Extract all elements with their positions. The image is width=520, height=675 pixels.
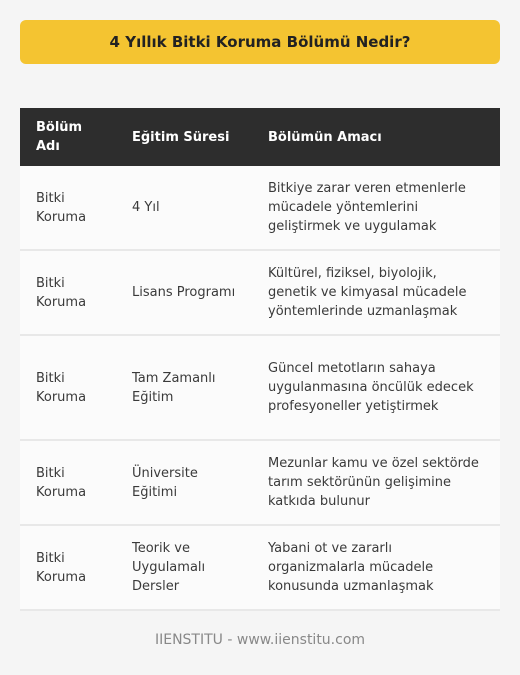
footer-credit: IIENSTITU - www.iienstitu.com — [154, 632, 366, 648]
cell-duration: Lisans Programı — [116, 250, 252, 335]
cell-purpose: Mezunlar kamu ve özel sektörde tarım sektörünün gelişimine katkıda bulunur — [252, 440, 500, 525]
cell-duration: 4 Yıl — [116, 166, 252, 250]
table-row — [20, 335, 500, 440]
cell-purpose: Güncel metotların sahaya uygulanmasına öncülük edecek profesyoneller yetiştirmek — [252, 335, 500, 440]
cell-department: Bitki Koruma — [20, 525, 116, 610]
header-cell-department: Bölüm Adı — [20, 108, 116, 166]
table-row — [20, 250, 500, 335]
cell-purpose: Bitkiye zarar veren etmenlerle mücadele yöntemlerini geliştirmek ve uygulamak — [252, 166, 500, 250]
table-row — [20, 440, 500, 525]
table-header-row — [20, 108, 500, 166]
cell-department: Bitki Koruma — [20, 335, 116, 440]
header-cell-duration: Eğitim Süresi — [116, 108, 252, 166]
cell-department: Bitki Koruma — [20, 166, 116, 250]
cell-duration: Üniversite Eğitimi — [116, 440, 252, 525]
table-row — [20, 166, 500, 250]
cell-duration: Teorik ve Uygulamalı Dersler — [116, 525, 252, 610]
table-row — [20, 525, 500, 610]
info-table — [20, 108, 500, 611]
header-cell-purpose: Bölümün Amacı — [252, 108, 500, 166]
cell-purpose: Kültürel, fiziksel, biyolojik, genetik ve kimyasal mücadele yöntemlerinde uzmanlaşmak — [252, 250, 500, 335]
cell-purpose: Yabani ot ve zararlı organizmalarla mücadele konusunda uzmanlaşmak — [252, 525, 500, 610]
cell-duration: Tam Zamanlı Eğitim — [116, 335, 252, 440]
cell-department: Bitki Koruma — [20, 440, 116, 525]
page-title: 4 Yıllık Bitki Koruma Bölümü Nedir? — [20, 20, 500, 64]
cell-department: Bitki Koruma — [20, 250, 116, 335]
